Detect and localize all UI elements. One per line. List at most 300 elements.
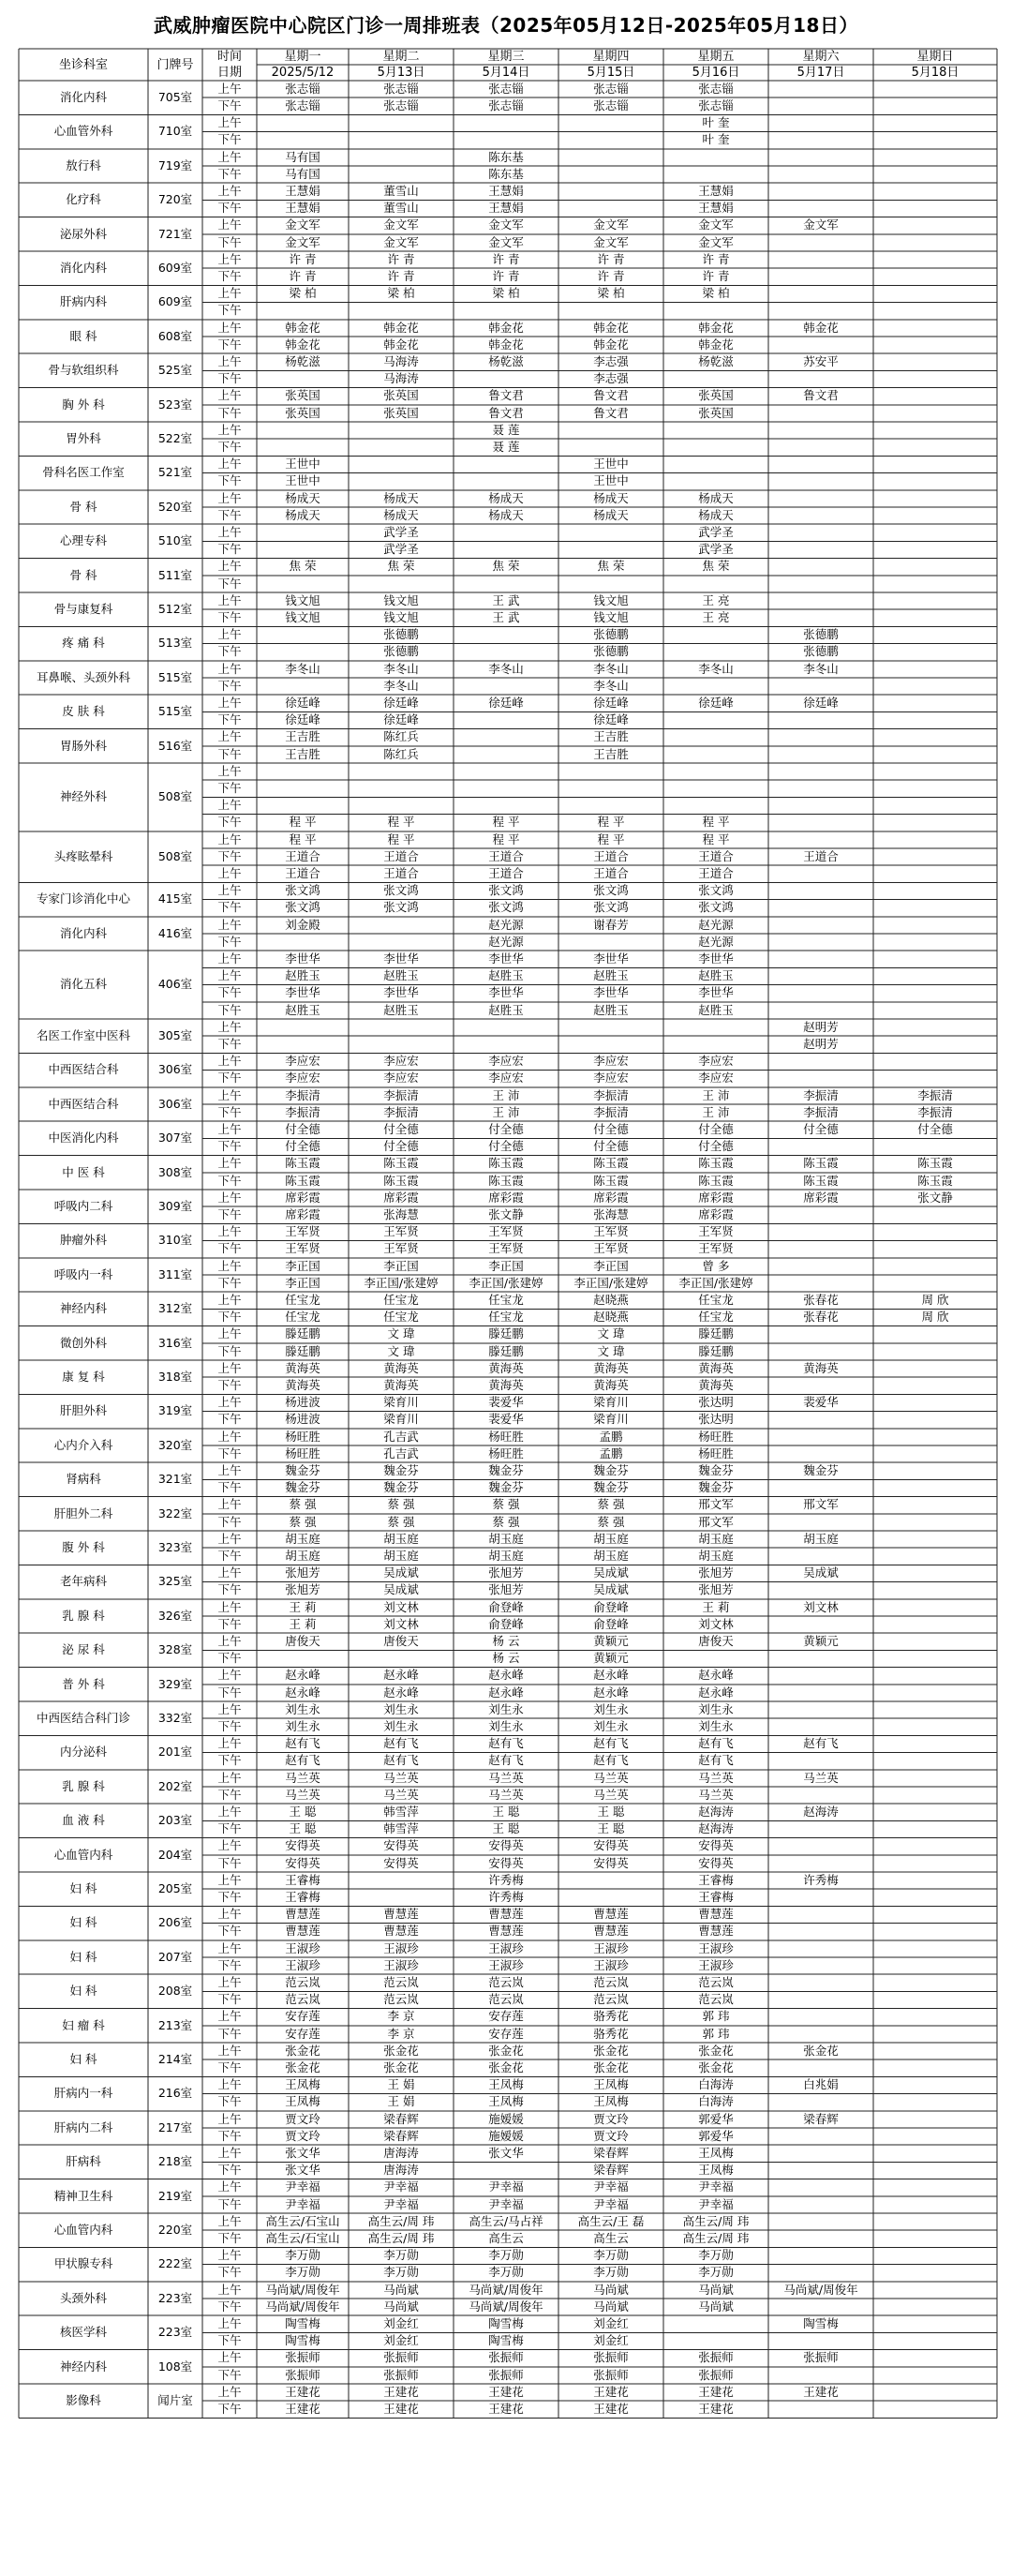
doctor-cell: 梁 柏 [492, 286, 520, 301]
session-label: 上午 [217, 422, 242, 437]
doctor-cell: 王淑珍 [383, 1957, 419, 1972]
page-title: 武威肿瘤医院中心院区门诊一周排班表（2025年05月12日-2025年05月18日） [154, 14, 858, 37]
doctor-cell [873, 456, 997, 472]
doctor-cell: 孟鹏 [599, 1429, 623, 1444]
doctor-cell: 安存莲 [285, 2026, 320, 2041]
doctor-cell [873, 2009, 997, 2026]
session-label: 下午 [217, 269, 242, 284]
doctor-cell [663, 780, 768, 797]
doctor-cell: 邢文军 [698, 1514, 734, 1529]
room-number: 203室 [157, 1813, 193, 1828]
doctor-cell [349, 422, 454, 439]
session-label: 下午 [217, 473, 242, 488]
doctor-cell: 邢文军 [803, 1497, 839, 1512]
doctor-cell: 魏金芬 [488, 1480, 524, 1495]
doctor-cell: 王道合 [698, 848, 734, 863]
doctor-cell [558, 114, 663, 131]
session-label: 下午 [217, 1719, 242, 1734]
doctor-cell: 尹幸福 [285, 2179, 320, 2194]
doctor-cell: 王睿梅 [698, 1872, 734, 1887]
doctor-cell [873, 1394, 997, 1411]
doctor-cell: 李冬山 [488, 661, 524, 676]
doctor-cell [454, 780, 558, 797]
doctor-cell: 白海涛 [698, 2094, 734, 2109]
doctor-cell [768, 763, 873, 780]
session-label: 上午 [217, 2111, 242, 2126]
doctor-cell: 王建花 [285, 2402, 320, 2417]
doctor-cell: 马兰英 [593, 1787, 629, 1802]
doctor-cell [454, 576, 558, 592]
dept-name: 康 复 科 [62, 1369, 105, 1384]
doctor-cell: 郭 玮 [702, 2009, 730, 2024]
doctor-cell: 李万勋 [285, 2248, 320, 2263]
doctor-cell: 张春花 [803, 1293, 839, 1308]
room-number: 306室 [157, 1062, 193, 1077]
doctor-cell: 王凤梅 [488, 2077, 524, 2092]
session-label: 上午 [217, 2009, 242, 2024]
dept-name: 中西医结合科门诊 [36, 1710, 130, 1725]
doctor-cell: 韩金花 [488, 320, 524, 335]
doctor-cell: 范云岚 [383, 1975, 419, 1990]
doctor-cell: 刘生永 [593, 1701, 629, 1716]
doctor-cell [873, 934, 997, 951]
doctor-cell: 李世华 [698, 985, 734, 1000]
doctor-cell: 赵胜玉 [285, 968, 320, 983]
session-label: 下午 [217, 440, 242, 455]
doctor-cell: 赵胜玉 [593, 968, 629, 983]
doctor-cell: 裴爱华 [803, 1395, 839, 1410]
doctor-cell: 王建花 [698, 2384, 734, 2399]
session-label: 上午 [217, 1634, 242, 1649]
session-label: 上午 [217, 81, 242, 96]
doctor-cell [873, 524, 997, 541]
doctor-cell: 王吉胜 [285, 746, 320, 761]
doctor-cell [873, 1241, 997, 1258]
doctor-cell [558, 132, 663, 149]
room-number: 306室 [157, 1096, 193, 1111]
doctor-cell: 文 瑋 [597, 1326, 625, 1341]
session-label: 上午 [217, 951, 242, 966]
session-label: 上午 [217, 696, 242, 711]
room-number: 512室 [157, 601, 193, 616]
doctor-cell [768, 2094, 873, 2111]
room-number: 521室 [157, 465, 193, 480]
doctor-cell [257, 439, 349, 456]
doctor-cell [873, 251, 997, 268]
doctor-cell [768, 1377, 873, 1394]
doctor-cell: 席彩霞 [488, 1190, 524, 1205]
doctor-cell: 王 莉 [702, 1599, 730, 1614]
doctor-cell [873, 678, 997, 695]
doctor-cell [257, 114, 349, 131]
doctor-cell [257, 1019, 349, 1036]
dept-name: 妇 科 [69, 2051, 97, 2066]
doctor-cell: 张志锱 [285, 81, 320, 96]
doctor-cell: 赵光源 [698, 934, 734, 949]
doctor-cell: 王淑珍 [698, 1940, 734, 1955]
session-label: 下午 [217, 542, 242, 557]
room-number: 323室 [157, 1539, 193, 1554]
session-label: 上午 [217, 1293, 242, 1308]
session-label: 上午 [217, 1531, 242, 1546]
doctor-cell: 杨乾滋 [488, 354, 524, 369]
doctor-cell: 滕廷鹏 [285, 1326, 320, 1341]
doctor-cell: 张金花 [285, 2060, 320, 2075]
doctor-cell: 鲁文君 [803, 388, 839, 403]
doctor-cell [768, 1223, 873, 1240]
doctor-cell [768, 559, 873, 576]
doctor-cell: 杨成天 [383, 507, 419, 522]
doctor-cell: 张文鸿 [698, 883, 734, 898]
doctor-cell: 周 欣 [921, 1310, 949, 1325]
doctor-cell: 付全德 [593, 1122, 629, 1137]
doctor-cell: 任宝龙 [383, 1310, 419, 1325]
doctor-cell: 安得英 [593, 1838, 629, 1853]
doctor-cell: 杨成天 [698, 507, 734, 522]
session-label: 上午 [217, 1224, 242, 1239]
doctor-cell [663, 2332, 768, 2349]
session-label: 下午 [217, 1139, 242, 1154]
doctor-cell: 赵晓燕 [593, 1310, 629, 1325]
doctor-cell: 徐廷峰 [285, 712, 320, 727]
doctor-cell: 高生云 [488, 2231, 524, 2246]
room-number: 320室 [157, 1437, 193, 1452]
doctor-cell: 马兰英 [698, 1770, 734, 1785]
doctor-cell: 黄海英 [698, 1378, 734, 1393]
doctor-cell [558, 149, 663, 166]
doctor-cell [768, 1002, 873, 1019]
doctor-cell: 陈玉霞 [917, 1156, 953, 1171]
doctor-cell: 曹慧莲 [698, 1924, 734, 1939]
doctor-cell: 尹幸福 [383, 2196, 419, 2211]
doctor-cell: 陈东基 [488, 149, 524, 164]
doctor-cell: 付全德 [383, 1122, 419, 1137]
dept-name: 名医工作室中医科 [36, 1027, 130, 1042]
doctor-cell: 李振清 [917, 1104, 953, 1119]
session-label: 下午 [217, 166, 242, 181]
doctor-cell: 赵海涛 [803, 1805, 839, 1820]
room-number: 332室 [157, 1710, 193, 1725]
doctor-cell [873, 114, 997, 131]
doctor-cell: 梁春辉 [593, 2146, 629, 2161]
doctor-cell: 贾文玲 [285, 2128, 320, 2143]
doctor-cell [768, 2401, 873, 2418]
doctor-cell: 赵胜玉 [593, 1002, 629, 1017]
doctor-cell: 张金花 [488, 2060, 524, 2075]
session-label: 下午 [217, 1616, 242, 1631]
doctor-cell: 鲁文君 [593, 388, 629, 403]
doctor-cell: 王凤梅 [698, 2146, 734, 2161]
doctor-cell: 叶 奎 [702, 115, 730, 130]
doctor-cell: 金文军 [488, 234, 524, 249]
doctor-cell [454, 626, 558, 643]
doctor-cell: 魏金芬 [488, 1463, 524, 1478]
doctor-cell: 马兰英 [593, 1770, 629, 1785]
room-number: 321室 [157, 1472, 193, 1487]
doctor-cell: 刘金红 [593, 2333, 629, 2348]
doctor-cell: 王吉胜 [285, 729, 320, 744]
doctor-cell [873, 1071, 997, 1087]
doctor-cell: 李世华 [593, 985, 629, 1000]
session-label: 上午 [217, 1360, 242, 1375]
doctor-cell: 陶雪梅 [285, 2316, 320, 2331]
doctor-cell: 付全德 [285, 1139, 320, 1154]
session-label: 上午 [217, 1805, 242, 1820]
doctor-cell: 马兰英 [488, 1787, 524, 1802]
doctor-cell: 胡玉庭 [698, 1549, 734, 1564]
room-number: 223室 [157, 2325, 193, 2340]
doctor-cell: 贾文玲 [593, 2128, 629, 2143]
doctor-cell: 滕廷鹏 [698, 1326, 734, 1341]
doctor-cell [873, 1701, 997, 1718]
doctor-cell [768, 337, 873, 353]
weekday-header: 星期日 [916, 50, 954, 64]
doctor-cell [873, 1326, 997, 1343]
dept-name: 肝胆外科 [59, 1403, 107, 1418]
date-header: 2025/5/12 [271, 66, 335, 80]
doctor-cell: 张志锱 [488, 98, 524, 113]
doctor-cell [873, 661, 997, 678]
doctor-cell: 徐廷峰 [593, 712, 629, 727]
doctor-cell: 武学圣 [383, 542, 419, 557]
session-label: 下午 [217, 1549, 242, 1564]
doctor-cell [768, 541, 873, 558]
doctor-cell [349, 166, 454, 183]
session-label: 下午 [217, 1480, 242, 1495]
room-number: 325室 [157, 1574, 193, 1589]
doctor-cell [873, 2094, 997, 2111]
doctor-cell: 李万勋 [488, 2248, 524, 2263]
dept-name: 眼 科 [69, 328, 97, 343]
doctor-cell: 刘生永 [593, 1719, 629, 1734]
doctor-cell: 刘生永 [383, 1701, 419, 1716]
doctor-cell: 曹慧莲 [488, 1924, 524, 1939]
doctor-cell [768, 2179, 873, 2196]
doctor-cell: 孔吉武 [383, 1429, 419, 1444]
doctor-cell [873, 97, 997, 114]
doctor-cell: 刘金红 [593, 2316, 629, 2331]
doctor-cell: 魏金芬 [285, 1463, 320, 1478]
session-label: 上午 [217, 2179, 242, 2194]
room-number: 312室 [157, 1301, 193, 1316]
doctor-cell [257, 626, 349, 643]
doctor-cell [768, 2026, 873, 2043]
doctor-cell: 杨乾滋 [285, 354, 320, 369]
weekday-header: 星期四 [592, 50, 630, 64]
doctor-cell [257, 370, 349, 387]
room-number: 508室 [157, 789, 193, 804]
doctor-cell [873, 1036, 997, 1053]
doctor-cell [768, 1906, 873, 1923]
doctor-cell: 赵海涛 [698, 1805, 734, 1820]
doctor-cell [873, 1991, 997, 2008]
dept-name: 乳 腺 科 [62, 1778, 105, 1793]
doctor-cell: 金文军 [383, 234, 419, 249]
dept-name: 肝病内科 [59, 294, 107, 309]
doctor-cell [663, 2315, 768, 2332]
doctor-cell [873, 1957, 997, 1974]
doctor-cell [873, 746, 997, 763]
doctor-cell: 武学圣 [698, 525, 734, 540]
doctor-cell: 吴成斌 [383, 1582, 419, 1597]
doctor-cell: 金文军 [285, 234, 320, 249]
doctor-cell: 徐廷峰 [383, 712, 419, 727]
doctor-cell: 张志锱 [698, 98, 734, 113]
doctor-cell: 马尚斌 [383, 2299, 419, 2314]
doctor-cell: 高生云/王 磊 [577, 2213, 645, 2228]
doctor-cell: 李振清 [383, 1104, 419, 1119]
doctor-cell: 杨成天 [698, 490, 734, 505]
room-number: 522室 [157, 430, 193, 445]
dept-name: 专家门诊消化中心 [36, 891, 130, 906]
doctor-cell [768, 149, 873, 166]
doctor-cell: 安得英 [698, 1855, 734, 1870]
doctor-cell [768, 1685, 873, 1701]
dept-name: 胃外科 [66, 430, 101, 445]
dept-name: 神经内科 [59, 2359, 107, 2374]
doctor-cell: 王 聪 [597, 1821, 625, 1836]
doctor-cell: 王 亮 [702, 610, 730, 625]
doctor-cell [873, 2162, 997, 2179]
doctor-cell [873, 711, 997, 728]
doctor-cell: 王凤梅 [593, 2094, 629, 2109]
doctor-cell [873, 729, 997, 746]
doctor-cell: 范云岚 [488, 1975, 524, 1990]
dept-name: 呼吸内二科 [53, 1198, 113, 1213]
doctor-cell: 马尚斌 [383, 2282, 419, 2297]
session-label: 下午 [217, 1855, 242, 1870]
doctor-cell [873, 644, 997, 661]
doctor-cell: 陈玉霞 [698, 1173, 734, 1188]
doctor-cell: 吴成斌 [803, 1565, 839, 1580]
doctor-cell [873, 831, 997, 848]
doctor-cell: 刘金红 [383, 2333, 419, 2348]
doctor-cell: 王淑珍 [593, 1940, 629, 1955]
doctor-cell: 张金花 [488, 2043, 524, 2058]
doctor-cell: 王 莉 [289, 1599, 317, 1614]
doctor-cell [873, 865, 997, 882]
doctor-cell: 曹慧莲 [383, 1907, 419, 1922]
doctor-cell: 李万勋 [698, 2248, 734, 2263]
doctor-cell [873, 1565, 997, 1581]
doctor-cell: 张旭芳 [488, 1565, 524, 1580]
doctor-cell: 李万勋 [488, 2265, 524, 2280]
room-number: 207室 [157, 1949, 193, 1964]
doctor-cell: 付全德 [698, 1139, 734, 1154]
doctor-cell: 王 聪 [597, 1805, 625, 1820]
doctor-cell [454, 763, 558, 780]
doctor-cell [873, 1497, 997, 1514]
doctor-cell: 高生云/马占祥 [469, 2213, 543, 2228]
doctor-cell: 陈玉霞 [698, 1156, 734, 1171]
doctor-cell: 王军贤 [285, 1224, 320, 1239]
doctor-cell: 黄海英 [593, 1360, 629, 1375]
dept-name: 神经内科 [59, 1301, 107, 1316]
doctor-cell: 安得英 [383, 1838, 419, 1853]
session-label: 上午 [217, 2384, 242, 2399]
doctor-cell [873, 2059, 997, 2076]
doctor-cell: 黄颖元 [593, 1634, 629, 1649]
doctor-cell: 高生云 [593, 2231, 629, 2246]
session-label: 上午 [217, 1701, 242, 1716]
doctor-cell: 赵胜玉 [488, 1002, 524, 1017]
doctor-cell: 马有国 [285, 166, 320, 181]
doctor-cell [873, 967, 997, 984]
doctor-cell: 陈红兵 [383, 729, 419, 744]
doctor-cell: 韩金花 [593, 320, 629, 335]
doctor-cell: 李应宏 [593, 1054, 629, 1069]
doctor-cell: 付全德 [488, 1122, 524, 1137]
session-label: 下午 [217, 2163, 242, 2178]
session-label: 上午 [217, 2282, 242, 2297]
doctor-cell: 曹慧莲 [285, 1907, 320, 1922]
session-label: 下午 [217, 1957, 242, 1972]
doctor-cell [873, 303, 997, 320]
doctor-cell: 曾 多 [702, 1258, 730, 1273]
doctor-cell: 许 青 [597, 269, 625, 284]
doctor-cell: 蔡 强 [387, 1514, 415, 1529]
doctor-cell: 张文华 [488, 2146, 524, 2161]
doctor-cell: 韩金花 [285, 320, 320, 335]
doctor-cell: 魏金芬 [383, 1480, 419, 1495]
doctor-cell: 梁育川 [383, 1395, 419, 1410]
doctor-cell: 韩金花 [698, 337, 734, 352]
doctor-cell: 任宝龙 [285, 1310, 320, 1325]
room-number: 513室 [157, 636, 193, 651]
doctor-cell: 钱文旭 [383, 610, 419, 625]
doctor-cell: 金文军 [488, 217, 524, 232]
doctor-cell: 王道合 [285, 866, 320, 881]
doctor-cell [768, 1343, 873, 1360]
doctor-cell [768, 917, 873, 934]
session-label: 上午 [217, 2077, 242, 2092]
doctor-cell [873, 1787, 997, 1804]
doctor-cell [558, 183, 663, 200]
session-label: 上午 [217, 490, 242, 505]
session-label: 上午 [217, 1497, 242, 1512]
doctor-cell [768, 1924, 873, 1940]
doctor-cell: 安得英 [698, 1838, 734, 1853]
doctor-cell: 程 平 [492, 831, 520, 846]
doctor-cell [873, 609, 997, 626]
doctor-cell: 赵有飞 [488, 1736, 524, 1751]
doctor-cell: 许 青 [289, 269, 317, 284]
doctor-cell [873, 1412, 997, 1429]
doctor-cell [873, 81, 997, 97]
session-label: 下午 [217, 2026, 242, 2041]
doctor-cell: 滕廷鹏 [698, 1343, 734, 1358]
doctor-cell: 孟鹏 [599, 1445, 623, 1460]
doctor-cell: 滕廷鹏 [488, 1326, 524, 1341]
doctor-cell [873, 1582, 997, 1599]
room-number: 525室 [157, 363, 193, 378]
session-label: 上午 [217, 592, 242, 607]
doctor-cell: 王道合 [593, 848, 629, 863]
doctor-cell: 陈东基 [488, 166, 524, 181]
doctor-cell [768, 2128, 873, 2145]
doctor-cell [873, 2265, 997, 2282]
doctor-cell: 张振师 [593, 2367, 629, 2382]
doctor-cell: 李世华 [698, 951, 734, 966]
doctor-cell: 李振清 [285, 1104, 320, 1119]
doctor-cell: 李正国 [593, 1258, 629, 1273]
session-label: 下午 [217, 1582, 242, 1597]
doctor-cell [663, 456, 768, 472]
doctor-cell: 王淑珍 [593, 1957, 629, 1972]
dept-name: 头颈外科 [59, 2290, 107, 2305]
room-number: 318室 [157, 1369, 193, 1384]
doctor-cell: 马尚斌/周俊年 [783, 2282, 858, 2297]
